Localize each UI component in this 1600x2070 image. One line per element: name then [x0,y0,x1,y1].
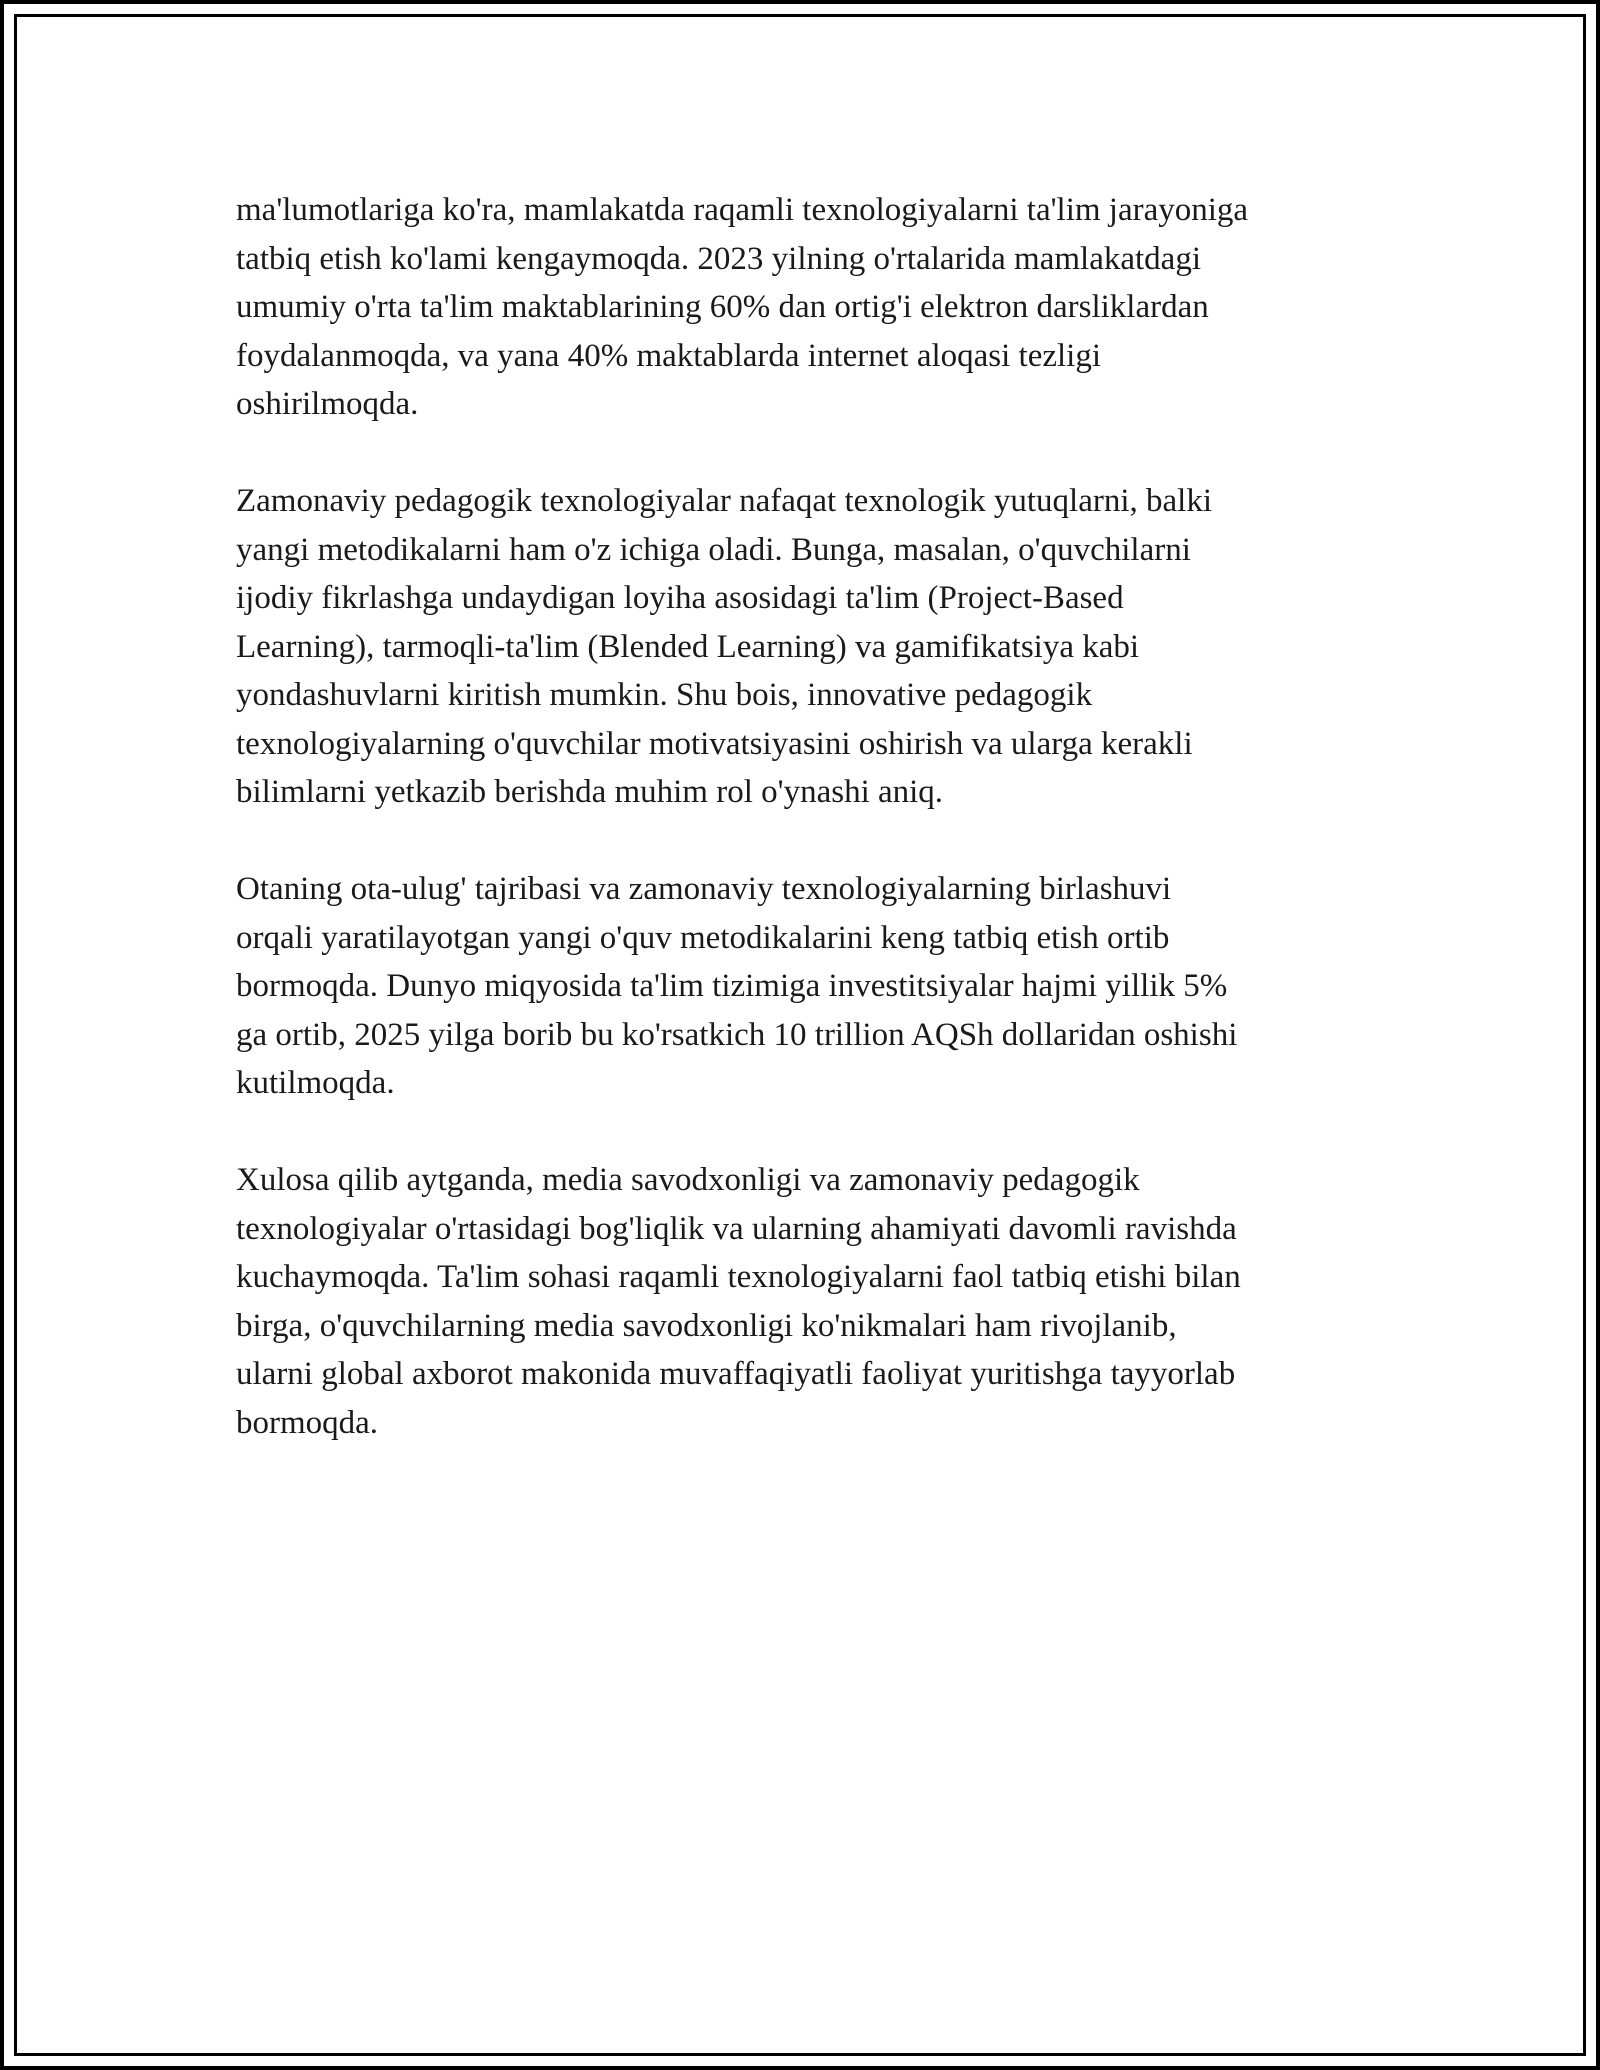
paragraph-digital-statistics: ma'lumotlariga ko'ra, mamlakatda raqamli texnologiyalarni ta'lim jarayoniga tatbiq etish ko'lami kengaymoqda. 2023 yilning o'rtalarida mamlakatdagi umumiy o'rta ta'lim maktablarining 60% dan ortig'i elektron darsliklardan foydalanmoqda, va yana 40% maktablarda internet aloqasi tezligi oshirilmoqda. [236,192,1249,422]
document-body [236,186,1376,1496]
paragraph-conclusion: Xulosa qilib aytganda, media savodxonligi va zamonaviy pedagogik texnologiyalar o'rtasidagi bog'liqlik va ularning ahamiyati davomli ravishda kuchaymoqda. Ta'lim sohasi raqamli texnologiyalarni faol tatbiq etishi bilan birga, o'quvchilarning media savodxonligi ko'nikmalari ham rivojlanib, ularni global axborot makonida muvaffaqiyatli faoliyat yuritishga tayyorlab bormoqda. [236,1162,1241,1441]
paragraph-modern-pedagogy: Zamonaviy pedagogik texnologiyalar nafaqat texnologik yutuqlarni, balki yangi metodikalarni ham o'z ichiga oladi. Bunga, masalan, o'quvchilarni ijodiy fikrlashga undaydigan loyiha asosidagi ta'lim (Project-Based Learning), tarmoqli-ta'lim (Blended Learning) va gamifikatsiya kabi yondashuvlarni kiritish mumkin. Shu bois, innovative pedagogik texnologiyalarning o'quvchilar motivatsiyasini oshirish va ularga kerakli bilimlarni yetkazib berishda muhim rol o'ynashi aniq. [236,483,1212,810]
paragraph-investment-trends: Otaning ota-ulug' tajribasi va zamonaviy texnologiyalarning birlashuvi orqali yaratilayotgan yangi o'quv metodikalarini keng tatbiq etish ortib bormoqda. Dunyo miqyosida ta'lim tizimiga investitsiyalar hajmi yillik 5% ga ortib, 2025 yilga borib bu ko'rsatkich 10 trillion AQSh dollaridan oshishi kutilmoqda. [236,871,1238,1101]
